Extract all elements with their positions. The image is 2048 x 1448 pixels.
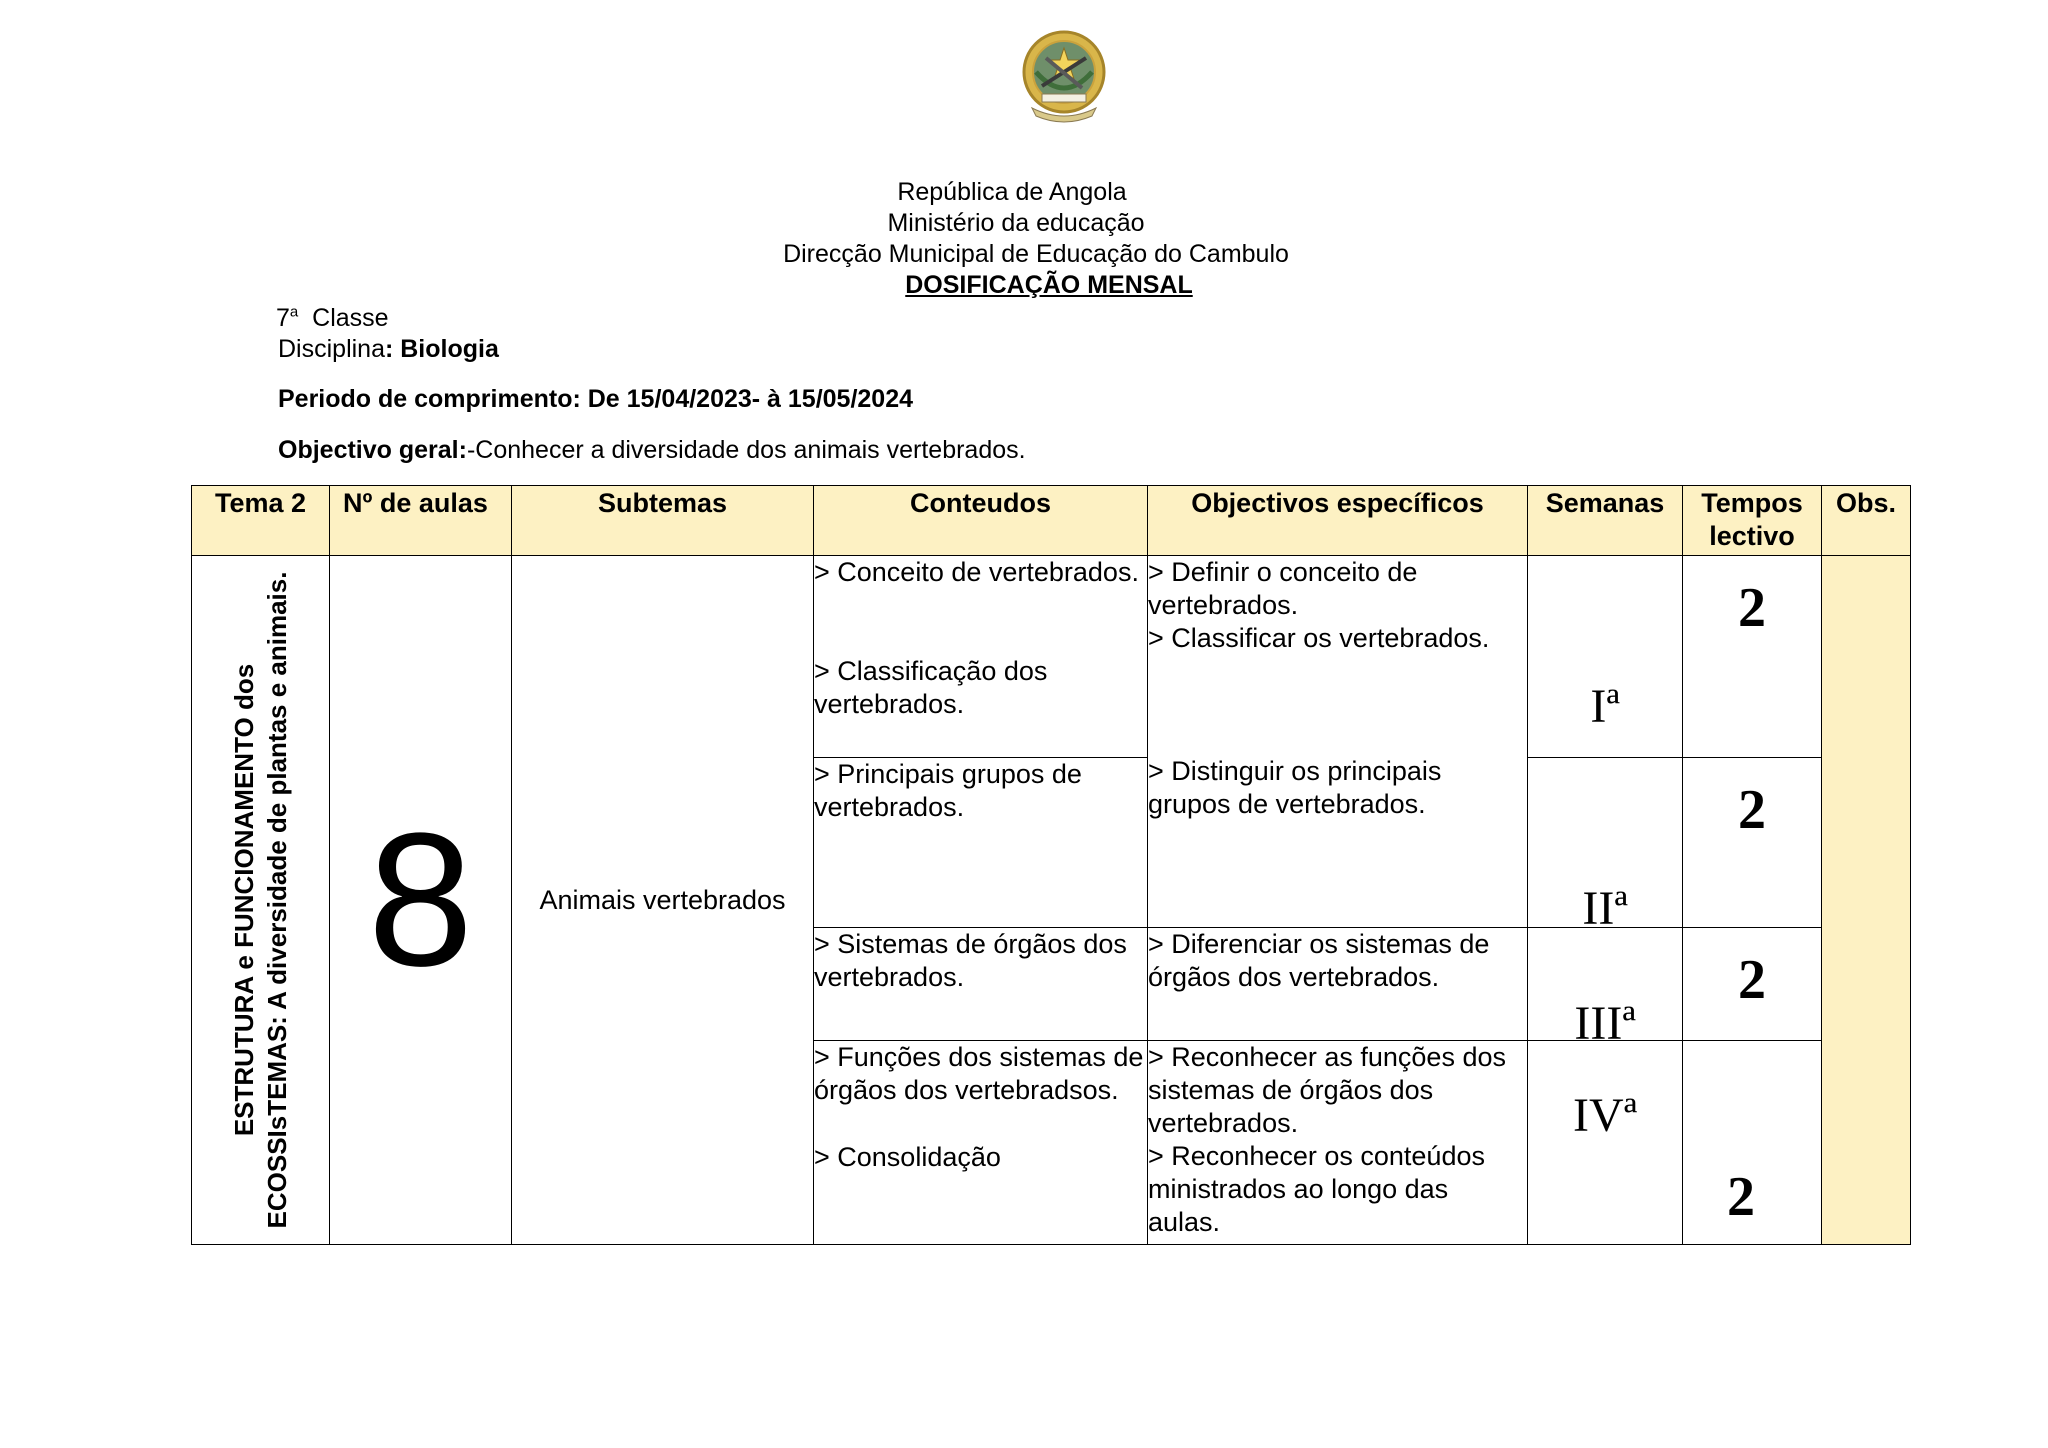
conteudo-item: > Conceito de vertebrados.: [814, 557, 1139, 587]
tema-text: ESTRUTURA e FUNCIONAMENTO dos ECOSSIsTEMAS: A diversidade de plantas e animais.: [228, 571, 292, 1229]
objectivo-item: > Classificar os vertebrados.: [1148, 623, 1490, 653]
objectivo-geral-line: [278, 435, 1026, 466]
disciplina-line: [278, 334, 499, 365]
disciplina-label: Disciplina: [278, 335, 385, 363]
national-emblem-icon: [1002, 28, 1126, 124]
classe-number: 7: [276, 304, 290, 332]
header-directorate: Direcção Municipal de Educação do Cambulo: [783, 240, 1289, 268]
tempos-value: 2: [1683, 758, 1822, 928]
semana-value: Iª: [1528, 556, 1683, 758]
semana-value: IIIª: [1528, 928, 1683, 1041]
objectivo-geral-value: -Conhecer a diversidade dos animais vertebrados.: [466, 436, 1026, 464]
header-subtemas: Subtemas: [512, 486, 814, 556]
disciplina-value: : Biologia: [384, 335, 499, 363]
header-conteudos: Conteudos: [814, 486, 1148, 556]
header-n-aulas: Nº de aulas: [330, 486, 512, 556]
conteudo-item: > Funções dos sistemas de órgãos dos vertebradsos.: [814, 1042, 1144, 1105]
objectivo-cell: [1148, 556, 1528, 928]
classe-label: Classe: [312, 304, 389, 332]
conteudo-cell: [814, 556, 1148, 758]
objectivo-item: > Reconhecer as funções dos sistemas de órgãos dos vertebrados.: [1148, 1042, 1506, 1138]
header-ministry: Ministério da educação: [887, 209, 1145, 237]
conteudo-cell: [814, 758, 1148, 928]
n-aulas-value: 8: [330, 556, 512, 1245]
header-tema: Tema 2: [192, 486, 330, 556]
conteudo-cell: [814, 1041, 1148, 1245]
objectivo-item: > Definir o conceito de vertebrados.: [1148, 557, 1418, 620]
dosificacao-table: [191, 485, 1911, 1245]
conteudo-cell: [814, 928, 1148, 1041]
objectivo-cell: [1148, 1041, 1528, 1245]
objectivo-item: > Distinguir os principais grupos de vertebrados.: [1148, 756, 1442, 819]
conteudo-item: > Consolidação: [814, 1142, 1001, 1172]
tema-cell: [192, 556, 330, 1245]
tempos-value: 2: [1683, 1041, 1822, 1245]
document-title: DOSIFICAÇÃO MENSAL: [905, 271, 1193, 299]
objectivo-cell: [1148, 928, 1528, 1041]
header-objectivos: Objectivos específicos: [1148, 486, 1528, 556]
table-header-row: [192, 486, 1911, 556]
header-semanas: Semanas: [1528, 486, 1683, 556]
header-tempos: Tempos lectivo: [1683, 486, 1822, 556]
classe-ordinal: a: [289, 303, 299, 321]
table-row: [192, 556, 1911, 758]
tempos-value: 2: [1683, 928, 1822, 1041]
header-republic: República de Angola: [897, 178, 1127, 206]
conteudo-item: > Classificação dos vertebrados.: [814, 656, 1048, 719]
semana-value: IVª: [1528, 1041, 1683, 1245]
tempos-value: 2: [1683, 556, 1822, 758]
conteudo-item: > Principais grupos de vertebrados.: [814, 759, 1082, 822]
objectivo-geral-label: Objectivo geral:: [278, 436, 467, 464]
objectivo-item: > Reconhecer os conteúdos ministrados ao longo das aulas.: [1148, 1141, 1485, 1237]
header-obs: Obs.: [1822, 486, 1911, 556]
objectivo-item: > Diferenciar os sistemas de órgãos dos vertebrados.: [1148, 929, 1490, 992]
obs-cell: [1822, 556, 1911, 1245]
periodo-line: Periodo de comprimento: De 15/04/2023- à 15/05/2024: [278, 385, 914, 413]
subtema-value: Animais vertebrados: [512, 556, 814, 1245]
conteudo-item: > Sistemas de órgãos dos vertebrados.: [814, 929, 1127, 992]
classe-line: [276, 303, 389, 334]
semana-value: IIª: [1528, 758, 1683, 928]
